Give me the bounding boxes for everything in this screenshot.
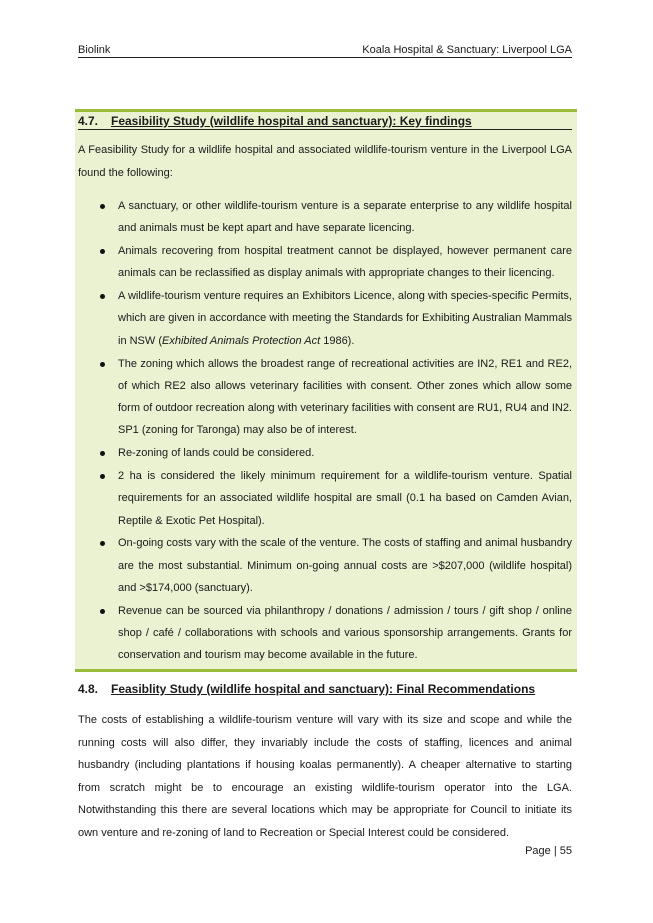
header-right: Koala Hospital & Sanctuary: Liverpool LGA (362, 44, 572, 56)
section-number: 4.8. (78, 682, 99, 696)
list-item: A sanctuary, or other wildlife-tourism venture is a separate enterprise to any wildlife hospital and animals must be kept apart and have separate licencing. (78, 195, 572, 240)
list-item: On-going costs vary with the scale of the venture. The costs of staffing and animal husbandry are the most substantial. Minimum on-going annual costs are >$207,000 (wildlife hospital) and >$174,000 (sanctuary). (78, 532, 572, 599)
list-item: Revenue can be sourced via philanthropy / donations / admission / tours / gift shop / online shop / café / collaborations with schools and various sponsorship arrangements. Grants for conservation and tourism may become available in the future. (78, 600, 572, 667)
list-item-text: 1986). (320, 334, 355, 347)
list-item: The zoning which allows the broadest range of recreational activities are IN2, RE1 and RE2, of which RE2 also allows veterinary facilities with consent. Other zones which allow some form of outdoor recreation along with veterinary facilities with consent are RU1, RU4 and IN2. SP1 (zoning for Taronga) may also be of interest. (78, 353, 572, 442)
running-header (78, 41, 572, 58)
list-item: Animals recovering from hospital treatment cannot be displayed, however permanent care animals can be reclassified as display animals with appropriate changes to their licencing. (78, 240, 572, 285)
page-number: Page | 55 (525, 845, 572, 857)
section-4-7-heading (78, 114, 572, 130)
act-name: Exhibited Animals Protection Act (162, 334, 321, 347)
section-number: 4.7. (78, 114, 99, 128)
list-item (78, 285, 572, 352)
section-title: Feasibility Study (wildlife hospital and sanctuary): Key findings (111, 114, 472, 128)
list-item-text: A wildlife-tourism venture requires an Exhibitors Licence, along with species-specific Permits, which are given in accordance with meeting the Standards for Exhibiting Australian Mammals in NSW ( (118, 290, 572, 347)
section-title: Feasiblity Study (wildlife hospital and sanctuary): Final Recommendations (111, 682, 536, 696)
section-4-8-heading (78, 682, 572, 696)
section-intro: A Feasibility Study for a wildlife hospital and associated wildlife-tourism venture in the Liverpool LGA found the following: (78, 144, 572, 179)
list-item: Re-zoning of lands could be considered. (78, 442, 572, 464)
recommendations-paragraph: The costs of establishing a wildlife-tourism venture will vary with its size and scope and while the running costs will also differ, they invariably include the costs of staffing, licences and animal husbandry (including plantations if housing koalas permanently). A cheaper alternative to starting from scratch might be to encourage an existing wildlife-tourism operator into the LGA. Notwithstanding this there are several locations which may be appropriate for Council to initiate its own venture and re-zoning of land to Recreation or Special Interest could be considered. (78, 714, 572, 839)
list-item: 2 ha is considered the likely minimum requirement for a wildlife-tourism venture. Spatial requirements for an associated wildlife hospital are small (0.1 ha based on Camden Avian, Reptile & Exotic Pet Hospital). (78, 465, 572, 532)
key-findings-list (78, 195, 572, 667)
header-left: Biolink (78, 44, 111, 56)
